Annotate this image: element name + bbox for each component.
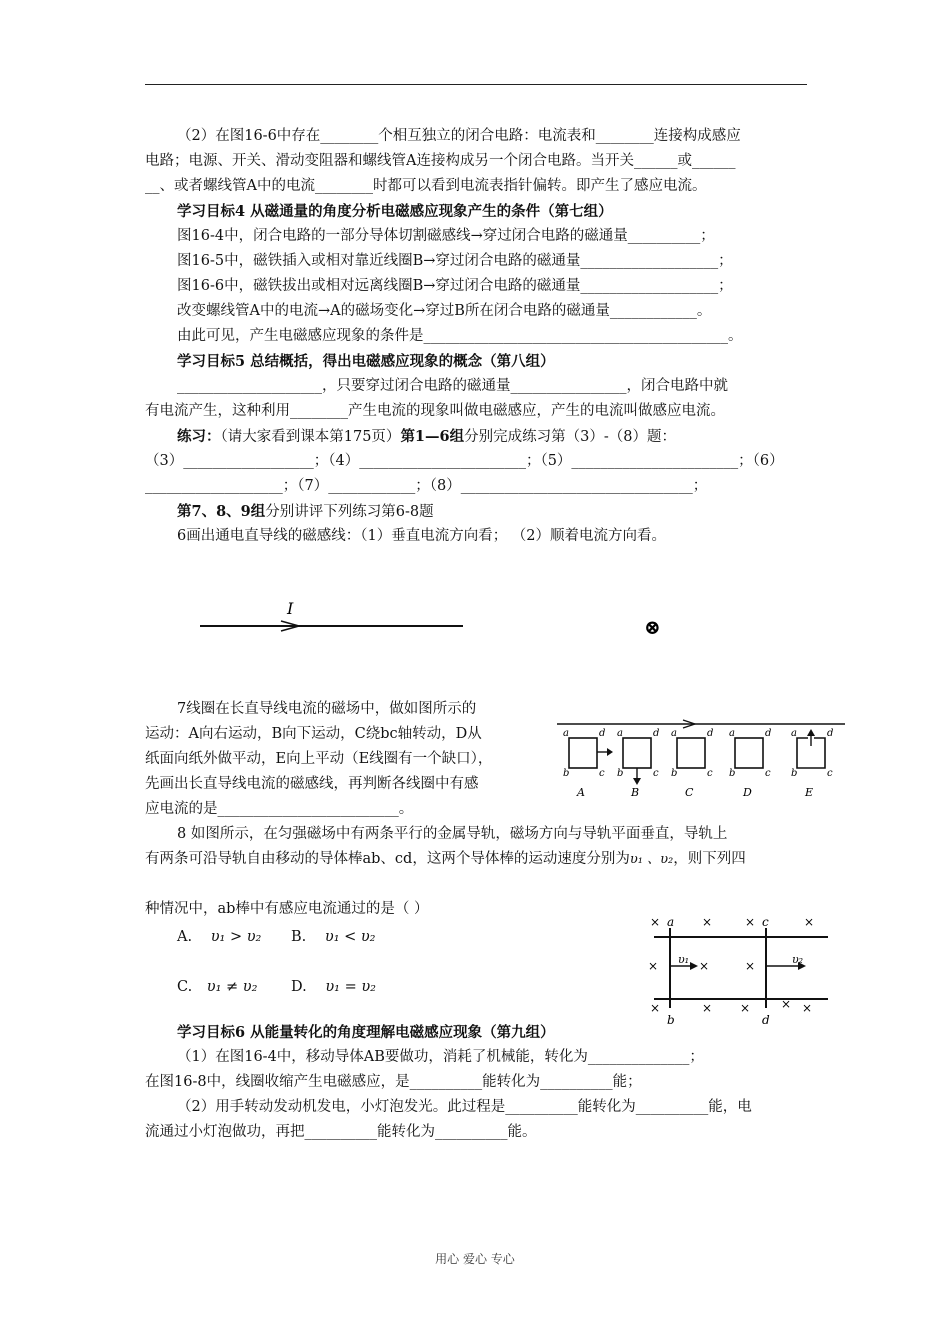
corner-label-d: d	[765, 728, 772, 739]
text-line: 运动：A向右运动，B向下运动，C绕bc轴转动，D从	[145, 726, 482, 742]
exercise-label: 练习：	[177, 428, 221, 445]
label-c: c	[762, 915, 769, 929]
label-b: b	[667, 1013, 675, 1025]
corner-label-d: d	[599, 728, 606, 739]
corner-label-a: a	[791, 728, 797, 739]
q8-text: 有两条可沿导轨自由移动的导体棒ab、cd，这两个导体棒的运动速度分别为	[145, 851, 630, 867]
text-line: 流通过小灯泡做功，再把__________能转化为__________能。	[145, 1124, 537, 1140]
page-footer: 用心 爱心 专心	[435, 1252, 515, 1266]
text-line: ___________________；（7）____________；（8）________________________________；	[145, 478, 708, 494]
exercise-groups: 第1—6组	[400, 428, 465, 445]
option-expr: υ₁ < υ₂	[324, 929, 376, 945]
text-line: ____________________，只要穿过闭合电路的磁通量________________，闭合电路中就	[177, 378, 728, 394]
current-label: I	[287, 599, 294, 618]
magnetic-field-cross-icon: ×	[650, 1001, 661, 1015]
corner-label-a: a	[671, 728, 677, 739]
corner-label-b: b	[791, 768, 798, 779]
text-line: （1）在图16-4中，移动导体AB要做功，消耗了机械能，转化为______________；	[177, 1049, 704, 1065]
corner-label-a: a	[563, 728, 569, 739]
wire-into-page-icon: ⊗	[644, 615, 661, 639]
velocities: υ₁ 、υ₂	[629, 852, 674, 867]
text-line: 由此可见，产生电磁感应现象的条件是__________________________________________。	[177, 328, 743, 344]
groups-tail: 分别讲评下列练习第6-8题	[265, 504, 434, 520]
corner-label-c: c	[765, 768, 771, 779]
corner-label-b: b	[671, 768, 678, 779]
figure-q6	[195, 590, 675, 650]
header-rule	[145, 84, 807, 85]
text-line: 图16-6中，磁铁拔出或相对远离线圈B→穿过闭合电路的磁通量___________________；	[177, 278, 733, 294]
groups-line	[177, 499, 842, 525]
arrow-head-icon	[633, 778, 641, 785]
option-label: B.	[291, 929, 307, 945]
magnetic-field-cross-icon: ×	[702, 915, 713, 929]
text-line: （2）用手转动发动机发电，小灯泡发光。此过程是__________能转化为__________能，电	[177, 1099, 752, 1115]
text-line: 先画出长直导线电流的磁感线，再判断各线圈中有感	[145, 776, 479, 792]
text-line: 8 如图所示，在匀强磁场中有两条平行的金属导轨，磁场方向与导轨平面垂直，导轨上	[177, 826, 728, 842]
text-line: 7线圈在长直导线电流的磁场中，做如图所示的	[177, 701, 477, 717]
text-line: （3）__________________；（4）_______________________；（5）_______________________；（6）	[145, 453, 784, 469]
text-line: 在图16-8中，线圈收缩产生电磁感应，是__________能转化为__________能；	[145, 1074, 642, 1090]
magnetic-field-cross-icon: ×	[745, 915, 756, 929]
corner-label-b: b	[617, 768, 624, 779]
text-line	[145, 847, 810, 872]
label-a: a	[667, 915, 675, 929]
magnetic-field-cross-icon: ×	[781, 997, 792, 1011]
magnetic-field-cross-icon: ×	[648, 959, 659, 973]
text-line: 图16-4中，闭合电路的一部分导体切割磁感线→穿过闭合电路的磁通量__________；	[177, 228, 715, 244]
corner-label-c: c	[827, 768, 833, 779]
arrow-head-icon	[607, 748, 613, 756]
corner-label-c: c	[599, 768, 605, 779]
corner-label-b: b	[563, 768, 570, 779]
corner-label-a: a	[729, 728, 735, 739]
section-heading: 学习目标4 从磁通量的角度分析电磁感应现象产生的条件（第七组）	[177, 203, 613, 220]
corner-label-c: c	[707, 768, 713, 779]
label-v2: υ₂	[792, 953, 804, 966]
text-line: 电路；电源、开关、滑动变阻器和螺线管A连接构成另一个闭合电路。当开关______或______	[145, 153, 736, 169]
section-heading: 学习目标6 从能量转化的角度理解电磁感应现象（第九组）	[177, 1024, 555, 1041]
coil-label: A	[577, 786, 585, 799]
arrow-head-icon	[807, 729, 815, 736]
magnetic-field-cross-icon: ×	[699, 959, 710, 973]
figure-q8	[640, 910, 830, 1025]
magnetic-field-cross-icon: ×	[702, 1001, 713, 1015]
corner-label-b: b	[729, 768, 736, 779]
coil-label: D	[743, 786, 752, 799]
text-line: 应电流的是_________________________。	[145, 801, 414, 817]
exercise-text: （请大家看到课本第175页）	[220, 429, 401, 445]
corner-label-c: c	[653, 768, 659, 779]
option-expr: υ₁ > υ₂	[210, 929, 262, 945]
groups-label: 第7、8、9组	[177, 503, 266, 520]
magnetic-field-cross-icon: ×	[802, 1001, 813, 1015]
corner-label-a: a	[617, 728, 623, 739]
text-line: __、或者螺线管A中的电流________时都可以看到电流表指针偏转。即产生了感应电流。	[145, 178, 707, 194]
option-label: A.	[177, 929, 193, 945]
text-line: （2）在图16-6中存在________个相互独立的闭合电路：电流表和________连接构成感应	[177, 128, 741, 144]
text-line: 种情况中，ab棒中有感应电流通过的是（ ）	[145, 901, 429, 917]
exercise-tail: 分别完成练习第（3）-（8）题：	[464, 429, 676, 445]
option-label: D.	[291, 979, 307, 995]
label-v1: υ₁	[678, 953, 690, 966]
text-line: 纸面向纸外做平动，E向上平动（E线圈有一个缺口），	[145, 751, 493, 767]
coil-B	[623, 738, 651, 768]
corner-label-d: d	[707, 728, 714, 739]
text-line: 图16-5中，磁铁插入或相对靠近线圈B→穿过闭合电路的磁通量___________________；	[177, 253, 733, 269]
label-d: d	[762, 1013, 770, 1025]
text-line: 有电流产生，这种利用________产生电流的现象叫做电磁感应，产生的电流叫做感应电流。	[145, 403, 725, 419]
section-heading: 学习目标5 总结概括，得出电磁感应现象的概念（第八组）	[177, 353, 555, 370]
option-expr: υ₁ ≠ υ₂	[206, 979, 258, 995]
option-a[interactable]	[177, 927, 261, 947]
coil-D	[735, 738, 763, 768]
coil-A	[569, 738, 597, 768]
option-expr: υ₁ = υ₂	[325, 979, 376, 995]
arrow-head-icon	[690, 962, 698, 970]
exercise-line	[177, 424, 842, 450]
magnetic-field-cross-icon: ×	[745, 959, 756, 973]
figure-q7	[553, 712, 849, 804]
coil-label: C	[685, 786, 694, 799]
magnetic-field-cross-icon: ×	[740, 1001, 751, 1015]
question-6: 6画出通电直导线的磁感线：（1）垂直电流方向看； （2）顺着电流方向看。	[177, 528, 667, 544]
coil-label: B	[631, 786, 640, 799]
text-line: 改变螺线管A中的电流→A的磁场变化→穿过B所在闭合电路的磁通量____________。	[177, 303, 712, 319]
q8-tail: ，则下列四	[673, 851, 746, 867]
coil-C	[677, 738, 705, 768]
magnetic-field-cross-icon: ×	[804, 915, 815, 929]
coil-label: E	[805, 786, 814, 799]
magnetic-field-cross-icon: ×	[650, 915, 661, 929]
corner-label-d: d	[653, 728, 660, 739]
option-label: C.	[177, 979, 193, 995]
option-c[interactable]	[177, 977, 257, 997]
corner-label-d: d	[827, 728, 834, 739]
option-b[interactable]	[291, 927, 376, 947]
option-d[interactable]	[291, 977, 376, 997]
